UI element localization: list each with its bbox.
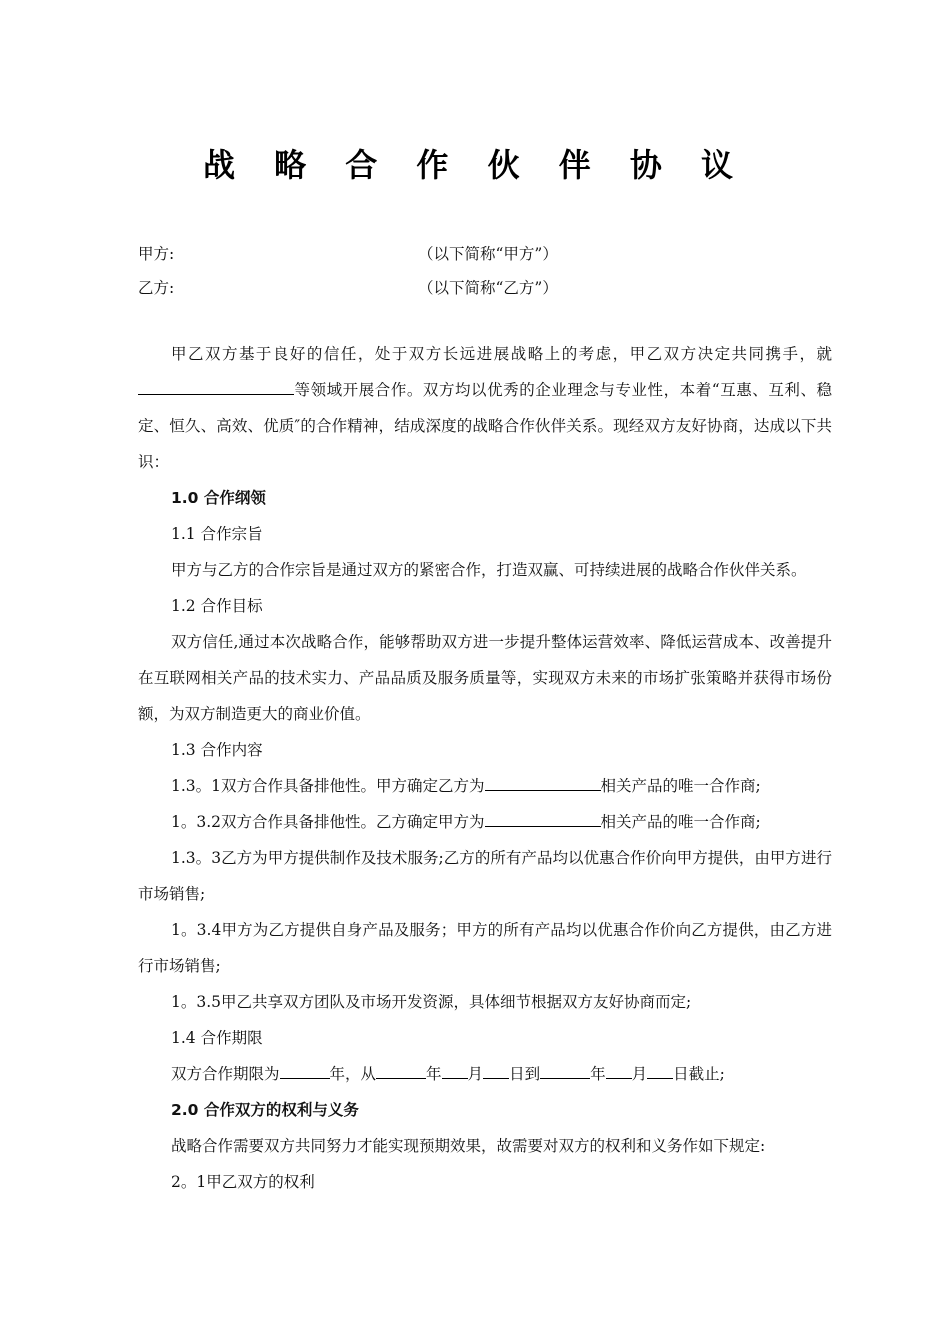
blank-field [647,1060,673,1079]
document-title: 战 略 合 作 伙 伴 协 议 [203,146,747,184]
section-1-3-4: 1。3.4甲方为乙方提供自身产品及服务；甲方的所有产品均以优惠合作价向乙方提供，由乙方进行市场销售; [138,921,832,975]
section-1-3-heading: 1.3 合作内容 [171,741,263,759]
section-1-2-text: 双方信任,通过本次战略合作，能够帮助双方进一步提升整体运营效率、降低运营成本、改善提升在互联网相关产品的技术实力、产品品质及服务质量等，实现双方未来的市场扩张策略并获得市场份额，为双方制造更大的商业价值。 [138,633,832,723]
section-1-3-2: 1。3.2双方合作具备排他性。乙方确定甲方为 相关产品的唯一合作商; [138,804,832,840]
party-b-alias: （以下简称“乙方”） [418,279,558,297]
blank-field [280,1060,330,1079]
blank-field [483,1060,509,1079]
section-1-4-text: 双方合作期限为 年，从 年 月 日到 年 月 日截止; [138,1056,832,1092]
blank-field [606,1060,632,1079]
party-a-line [138,242,558,264]
section-1-3-1: 1.3。1双方合作具备排他性。甲方确定乙方为 相关产品的唯一合作商; [138,768,832,804]
party-b-label: 乙方: [138,279,175,297]
blank-field [540,1060,590,1079]
section-1-2-heading: 1.2 合作目标 [171,597,263,615]
section-1-1-heading: 1.1 合作宗旨 [171,525,263,543]
section-1-1-text: 甲方与乙方的合作宗旨是通过双方的紧密合作，打造双赢、可持续进展的战略合作伙伴关系。 [171,561,807,579]
section-2-heading: 2.0 合作双方的权利与义务 [171,1101,359,1119]
blank-field [442,1060,468,1079]
blank-field [485,808,601,827]
section-2-1-heading: 2。1甲乙双方的权利 [171,1173,315,1191]
section-1-4-heading: 1.4 合作期限 [171,1029,263,1047]
section-1-3-3: 1.3。3乙方为甲方提供制作及技术服务;乙方的所有产品均以优惠合作价向甲方提供，由甲方进行市场销售; [138,849,832,903]
section-1-3-5: 1。3.5甲乙共享双方团队及市场开发资源，具体细节根据双方友好协商而定; [171,993,692,1011]
party-a-label: 甲方: [138,245,175,263]
blank-field [138,376,294,395]
section-1-heading: 1.0 合作纲领 [171,489,266,507]
document-body [138,336,832,1200]
party-b-line [138,276,558,298]
blank-field [485,772,601,791]
section-2-text: 战略合作需要双方共同努力才能实现预期效果，故需要对双方的权利和义务作如下规定: [171,1137,766,1155]
party-a-alias: （以下简称“甲方”） [418,245,558,263]
blank-field [376,1060,426,1079]
intro-paragraph: 甲乙双方基于良好的信任，处于双方长远进展战略上的考虑，甲乙双方决定共同携手，就等领域开展合作。双方均以优秀的企业理念与专业性，本着“互惠、互利、稳定、恒久、高效、优质″的合作精神，结成深度的战略合作伙伴关系。现经双方友好协商，达成以下共识： [138,345,832,471]
